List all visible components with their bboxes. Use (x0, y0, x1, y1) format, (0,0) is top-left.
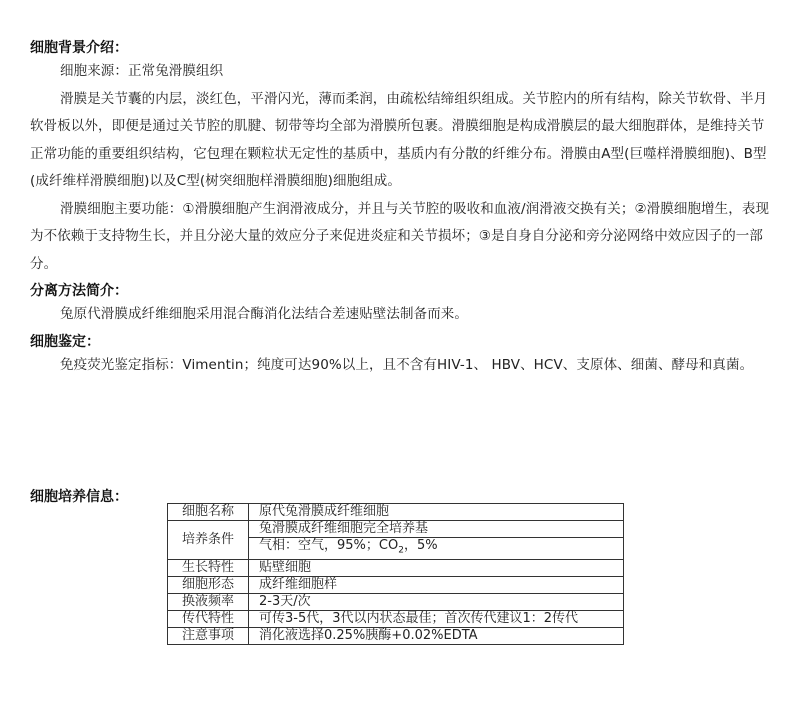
table-key-cell: 生长特性 (168, 559, 249, 576)
table-row (168, 521, 624, 538)
table-row (168, 627, 624, 644)
synovial-cell-function: 滑膜细胞主要功能：①滑膜细胞产生润滑液成分，并且与关节腔的吸收和血液/润滑液交换有关；②滑膜细胞增生，表现为不依赖于支持物生长，并且分泌大量的效应分子来促进炎症和关节损坏；③是自身自分泌和旁分泌网络中效应因子的一部分。 (30, 200, 770, 272)
table-row (168, 504, 624, 521)
table-value-cell: 可传3-5代，3代以内状态最佳；首次传代建议1：2传代 (249, 610, 624, 627)
table-key-cell: 培养条件 (168, 521, 249, 560)
gas-phase-suffix: ，5% (403, 538, 438, 553)
gas-phase-prefix: 气相：空气，95%；CO (259, 538, 399, 553)
table-value-cell (249, 538, 624, 560)
table-key-cell: 注意事项 (168, 627, 249, 644)
section-title-identification: 细胞鉴定： (30, 333, 100, 350)
table-value-cell: 兔滑膜成纤维细胞完全培养基 (249, 521, 624, 538)
section-title-culture: 细胞培养信息： (30, 489, 128, 505)
section-title-isolation: 分离方法简介： (30, 283, 128, 299)
table-value-cell: 原代兔滑膜成纤维细胞 (249, 504, 624, 521)
table-key-cell: 细胞名称 (168, 504, 249, 521)
table-row (168, 559, 624, 576)
synovium-description: 滑膜是关节囊的内层，淡红色，平滑闪光，薄而柔润，由疏松结缔组织组成。关节腔内的所有结构，除关节软骨、半月软骨板以外，即便是通过关节腔的肌腱、韧带等均全部为滑膜所包裹。滑膜细胞是构成滑膜层的最大细胞群体，是维持关节正常功能的重要组织结构，它包理在颗粒状无定性的基质中，基质内有分散的纤维分布。滑膜由A型(巨噬样滑膜细胞)、B型(成纤维样滑膜细胞)以及C型(树突细胞样滑膜细胞)细胞组成。 (30, 90, 768, 189)
identification-text: 免疫荧光鉴定指标：Vimentin；纯度可达90%以上，且不含有HIV-1、 HBV、HCV、支原体、细菌、酵母和真菌。 (60, 356, 754, 373)
isolation-method-text: 兔原代滑膜成纤维细胞采用混合酶消化法结合差速贴壁法制备而来。 (60, 306, 468, 322)
table-row (168, 593, 624, 610)
co2-subscript: 2 (398, 545, 404, 556)
table-key-cell: 换液频率 (168, 593, 249, 610)
table-value-cell: 2-3天/次 (249, 593, 624, 610)
document-body (30, 38, 775, 379)
table-value-cell: 消化液选择0.25%胰酶+0.02%EDTA (249, 627, 624, 644)
section-title-background: 细胞背景介绍： (30, 40, 128, 56)
culture-info-table (167, 503, 624, 645)
table-value-cell: 成纤维细胞样 (249, 576, 624, 593)
cell-source-line: 细胞来源：正常兔滑膜组织 (60, 63, 224, 79)
table-row (168, 610, 624, 627)
table-key-cell: 传代特性 (168, 610, 249, 627)
table-value-cell: 贴壁细胞 (249, 559, 624, 576)
table-row (168, 576, 624, 593)
table-key-cell: 细胞形态 (168, 576, 249, 593)
